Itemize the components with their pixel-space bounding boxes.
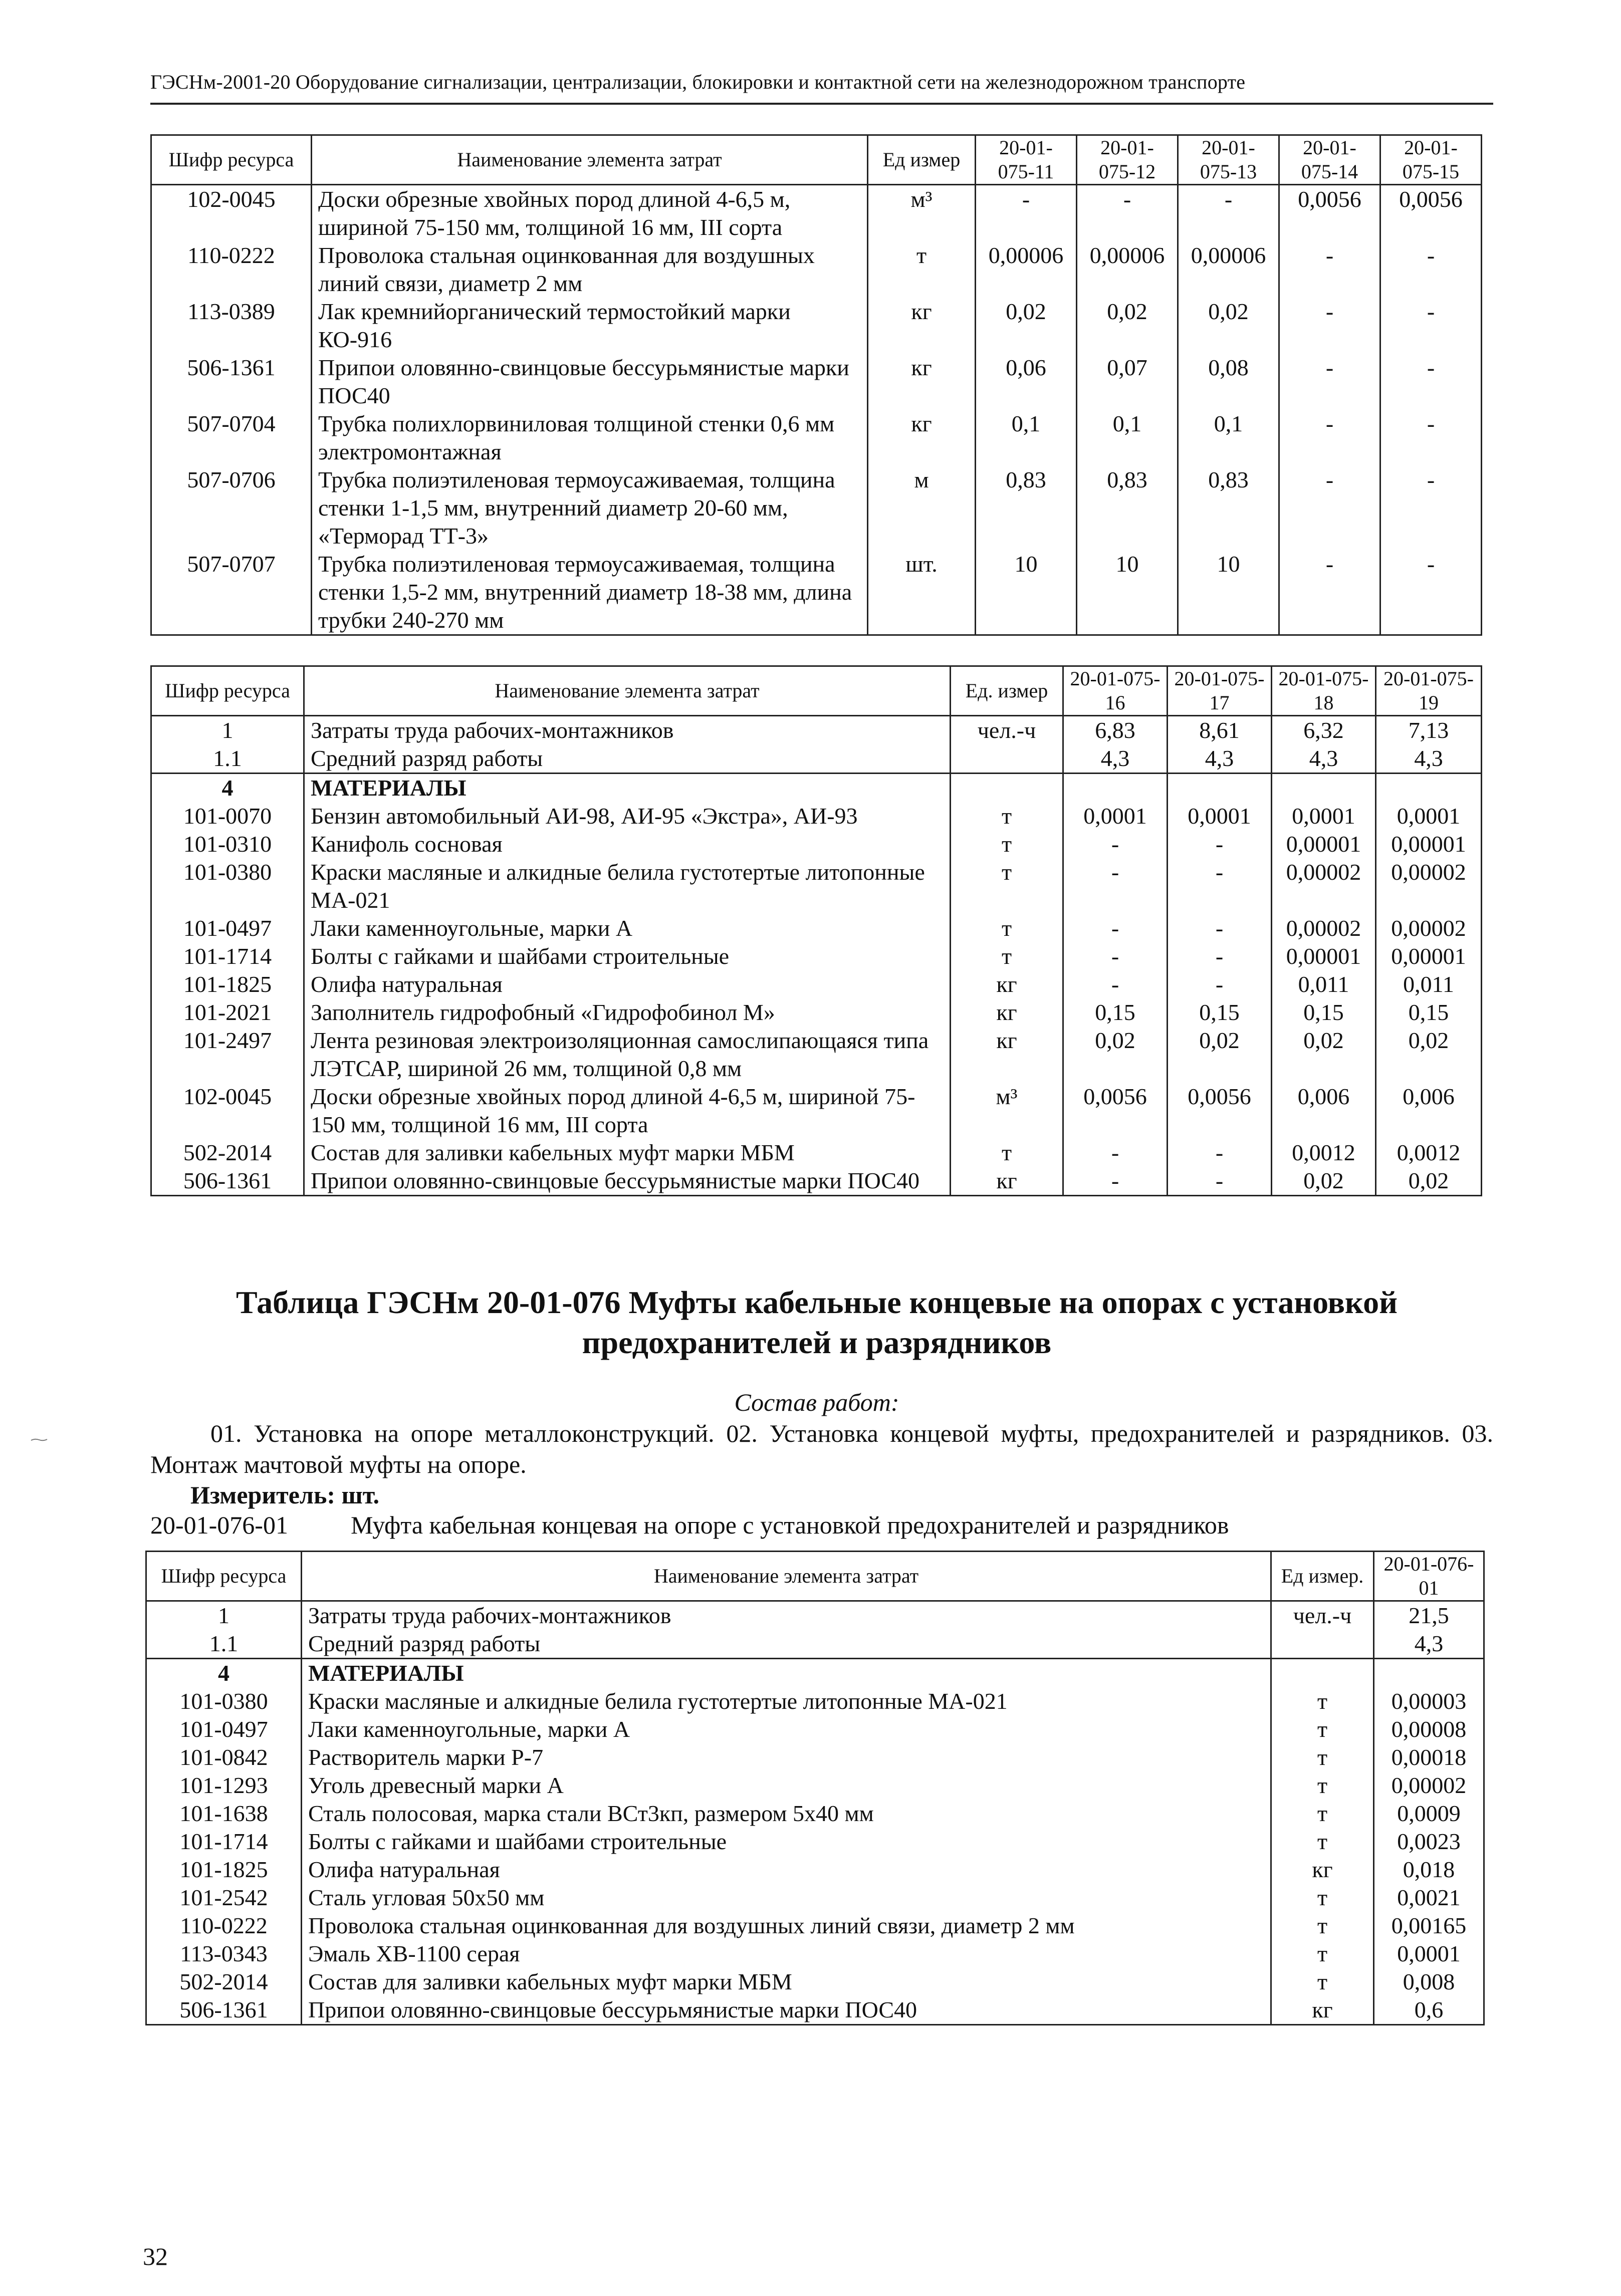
resource-name: МАТЕРИАЛЫ	[302, 1659, 1271, 1688]
table-row	[151, 914, 1482, 942]
resource-value: -	[1063, 1167, 1168, 1196]
resource-value: 0,011	[1376, 970, 1482, 998]
resource-value: 6,83	[1063, 716, 1168, 745]
resource-value: -	[1168, 830, 1272, 858]
resource-value: 0,0021	[1374, 1884, 1484, 1912]
resource-unit: кг	[951, 1167, 1063, 1196]
resource-name: Уголь древесный марки А	[302, 1771, 1271, 1800]
resource-value: 0,0056	[1063, 1083, 1168, 1139]
table-row	[146, 1659, 1484, 1688]
resource-value: 0,08	[1178, 354, 1279, 410]
resource-value: -	[1279, 466, 1380, 550]
resource-value: 4,3	[1063, 744, 1168, 774]
resource-value: 0,1	[1077, 410, 1178, 466]
resource-value: 0,00165	[1374, 1912, 1484, 1940]
resource-unit: чел.-ч	[1271, 1601, 1374, 1630]
resource-code: 506-1361	[151, 1167, 304, 1196]
resource-value: 0,15	[1376, 998, 1482, 1027]
resource-code: 113-0343	[146, 1940, 302, 1968]
resource-unit: кг	[1271, 1856, 1374, 1884]
resource-table-075-11-15	[150, 134, 1482, 636]
page-number: 32	[143, 2242, 168, 2270]
resource-unit: м³	[868, 185, 976, 242]
resource-name: Лаки каменноугольные, марки А	[304, 914, 951, 942]
header-rule	[150, 103, 1493, 105]
resource-value: -	[1380, 410, 1482, 466]
header-unit: Ед. измер	[951, 666, 1063, 716]
table-row	[151, 716, 1482, 745]
resource-code: 101-0497	[146, 1715, 302, 1743]
resource-value: 0,02	[976, 298, 1077, 354]
resource-value: -	[1077, 185, 1178, 242]
resource-code: 110-0222	[151, 241, 312, 298]
resource-name: Олифа натуральная	[302, 1856, 1271, 1884]
resource-value: 7,13	[1376, 716, 1482, 745]
resource-value: 0,00001	[1376, 830, 1482, 858]
resource-value: 0,6	[1374, 1996, 1484, 2025]
resource-value: -	[1063, 830, 1168, 858]
resource-value: 0,02	[1272, 1027, 1376, 1083]
resource-value: -	[1063, 914, 1168, 942]
resource-code: 101-1714	[146, 1828, 302, 1856]
resource-code: 1	[146, 1601, 302, 1630]
resource-unit: чел.-ч	[951, 716, 1063, 745]
pen-mark-scribble	[30, 1438, 48, 1442]
table-row	[146, 1715, 1484, 1743]
resource-value: 0,006	[1376, 1083, 1482, 1139]
resource-value: 0,00006	[1077, 241, 1178, 298]
resource-value: 0,0056	[1279, 185, 1380, 242]
table-row	[151, 354, 1482, 410]
resource-code: 102-0045	[151, 185, 312, 242]
resource-value: -	[1279, 354, 1380, 410]
resource-value: -	[1279, 241, 1380, 298]
resource-value: -	[1168, 970, 1272, 998]
resource-name: Проволока стальная оцинкованная для воздушных линий связи, диаметр 2 мм	[302, 1912, 1271, 1940]
resource-unit: т	[1271, 1884, 1374, 1912]
resource-value: 0,02	[1077, 298, 1178, 354]
resource-value: 0,0056	[1380, 185, 1482, 242]
table-row	[151, 298, 1482, 354]
table-row	[146, 1743, 1484, 1771]
resource-value: -	[1380, 354, 1482, 410]
resource-unit: т	[1271, 1940, 1374, 1968]
resource-value	[1374, 1659, 1484, 1688]
resource-value: 0,07	[1077, 354, 1178, 410]
header-norm-code: 20-01-075-16	[1063, 666, 1168, 716]
resource-name: Заполнитель гидрофобный «Гидрофобинол М»	[304, 998, 951, 1027]
resource-name: Бензин автомобильный АИ-98, АИ-95 «Экстра», АИ-93	[304, 802, 951, 830]
resource-name: Доски обрезные хвойных пород длиной 4-6,5 м, шириной 75-150 мм, толщиной 16 мм, III сорта	[304, 1083, 951, 1139]
resource-unit: т	[951, 1139, 1063, 1167]
resource-code: 506-1361	[146, 1996, 302, 2025]
resource-value: 0,15	[1272, 998, 1376, 1027]
resource-code: 102-0045	[151, 1083, 304, 1139]
resource-code: 101-0070	[151, 802, 304, 830]
resource-name: Припои оловянно-свинцовые бессурьмянистые марки ПОС40	[302, 1996, 1271, 2025]
resource-unit: кг	[868, 354, 976, 410]
resource-value	[1063, 774, 1168, 803]
resource-value: -	[1178, 185, 1279, 242]
resource-value: -	[1063, 1139, 1168, 1167]
resource-name: Трубка полихлорвиниловая толщиной стенки 0,6 мм электромонтажная	[312, 410, 868, 466]
header-norm-code: 20-01-075-12	[1077, 135, 1178, 185]
resource-unit: т	[1271, 1715, 1374, 1743]
resource-value: 0,00001	[1272, 942, 1376, 970]
table-row	[146, 1630, 1484, 1659]
resource-code: 507-0707	[151, 550, 312, 635]
resource-code: 110-0222	[146, 1912, 302, 1940]
resource-name: Состав для заливки кабельных муфт марки МБМ	[304, 1139, 951, 1167]
resource-code: 101-1638	[146, 1800, 302, 1828]
resource-unit: т	[951, 858, 1063, 914]
resource-code: 1.1	[146, 1630, 302, 1659]
resource-value: 0,0001	[1063, 802, 1168, 830]
resource-value: 0,00008	[1374, 1715, 1484, 1743]
resource-name: Лаки каменноугольные, марки А	[302, 1715, 1271, 1743]
resource-value: 0,00006	[1178, 241, 1279, 298]
resource-value: 0,83	[1077, 466, 1178, 550]
resource-value: 0,0012	[1376, 1139, 1482, 1167]
resource-unit: т	[1271, 1800, 1374, 1828]
resource-name: Припои оловянно-свинцовые бессурьмянистые марки ПОС40	[304, 1167, 951, 1196]
resource-value: 0,00001	[1376, 942, 1482, 970]
section-title: Таблица ГЭСНм 20-01-076 Муфты кабельные концевые на опорах с установкой предохранителей и разрядников	[236, 1285, 1398, 1360]
resource-name: Болты с гайками и шайбами строительные	[302, 1828, 1271, 1856]
resource-value: -	[1168, 858, 1272, 914]
table-row	[146, 1996, 1484, 2025]
resource-code: 101-0497	[151, 914, 304, 942]
table-row	[151, 410, 1482, 466]
resource-value: 0,02	[1178, 298, 1279, 354]
resource-value: 0,15	[1063, 998, 1168, 1027]
header-unit: Ед измер	[868, 135, 976, 185]
resource-value: -	[1168, 914, 1272, 942]
resource-value: 0,00001	[1272, 830, 1376, 858]
header-code: Шифр ресурса	[146, 1552, 302, 1601]
resource-value	[1272, 774, 1376, 803]
resource-unit: кг	[868, 298, 976, 354]
resource-code: 101-0380	[146, 1687, 302, 1715]
resource-code: 4	[146, 1659, 302, 1688]
resource-value: 0,83	[1178, 466, 1279, 550]
table-header-row	[146, 1552, 1484, 1601]
resource-unit: м	[868, 466, 976, 550]
resource-value: -	[1279, 410, 1380, 466]
resource-code: 101-0380	[151, 858, 304, 914]
resource-unit: т	[1271, 1912, 1374, 1940]
table-header-row	[151, 666, 1482, 716]
table-header-row	[151, 135, 1482, 185]
resource-code: 113-0389	[151, 298, 312, 354]
resource-value: 0,02	[1376, 1027, 1482, 1083]
resource-name: Состав для заливки кабельных муфт марки МБМ	[302, 1968, 1271, 1996]
resource-value	[1376, 774, 1482, 803]
resource-value: -	[976, 185, 1077, 242]
header-norm-code: 20-01-075-18	[1272, 666, 1376, 716]
table-row	[151, 774, 1482, 803]
resource-code: 101-0842	[146, 1743, 302, 1771]
resource-value: 0,00002	[1272, 914, 1376, 942]
composition-label: Состав работ:	[734, 1388, 899, 1416]
resource-name: Средний разряд работы	[302, 1630, 1271, 1659]
header-code: Шифр ресурса	[151, 666, 304, 716]
resource-value: -	[1168, 1167, 1272, 1196]
resource-name: Болты с гайками и шайбами строительные	[304, 942, 951, 970]
table-row	[151, 185, 1482, 242]
resource-code: 502-2014	[151, 1139, 304, 1167]
resource-value: 0,006	[1272, 1083, 1376, 1139]
resource-code: 101-2497	[151, 1027, 304, 1083]
resource-value: -	[1063, 942, 1168, 970]
header-norm-code: 20-01-076-01	[1374, 1552, 1484, 1601]
resource-value: 0,0001	[1168, 802, 1272, 830]
table-row	[151, 970, 1482, 998]
resource-table-075-16-19	[150, 665, 1482, 1196]
resource-unit: т	[1271, 1828, 1374, 1856]
table-row	[151, 998, 1482, 1027]
resource-unit: кг	[951, 998, 1063, 1027]
resource-name: Краски масляные и алкидные белила густотертые литопонные МА-021	[304, 858, 951, 914]
resource-unit: т	[1271, 1968, 1374, 1996]
resource-value: -	[1279, 298, 1380, 354]
resource-name: Проволока стальная оцинкованная для воздушных линий связи, диаметр 2 мм	[312, 241, 868, 298]
resource-unit: т	[951, 802, 1063, 830]
header-norm-code: 20-01-075-15	[1380, 135, 1482, 185]
resource-table-076-01	[145, 1551, 1485, 2025]
resource-value: 4,3	[1374, 1630, 1484, 1659]
resource-value: -	[1063, 970, 1168, 998]
table-row	[146, 1828, 1484, 1856]
header-name: Наименование элемента затрат	[304, 666, 951, 716]
resource-name: Припои оловянно-свинцовые бессурьмянистые марки ПОС40	[312, 354, 868, 410]
resource-code: 101-2542	[146, 1884, 302, 1912]
resource-code: 101-0310	[151, 830, 304, 858]
resource-code: 1	[151, 716, 304, 745]
resource-code: 101-1825	[146, 1856, 302, 1884]
resource-value	[1168, 774, 1272, 803]
resource-name: Лента резиновая электроизоляционная самослипающаяся типа ЛЭТСАР, шириной 26 мм, толщиной 0,8 мм	[304, 1027, 951, 1083]
resource-value: 10	[1178, 550, 1279, 635]
resource-value: 4,3	[1168, 744, 1272, 774]
table-row	[151, 1083, 1482, 1139]
norm-line	[150, 1510, 1493, 1540]
resource-code: 101-1293	[146, 1771, 302, 1800]
header-code: Шифр ресурса	[151, 135, 312, 185]
resource-value: 0,1	[976, 410, 1077, 466]
measure-unit: Измеритель: шт.	[190, 1481, 380, 1509]
resource-name: МАТЕРИАЛЫ	[304, 774, 951, 803]
table-row	[151, 942, 1482, 970]
resource-unit	[1271, 1659, 1374, 1688]
resource-unit: т	[1271, 1771, 1374, 1800]
resource-unit: кг	[868, 410, 976, 466]
table-row	[146, 1912, 1484, 1940]
resource-unit: т	[1271, 1687, 1374, 1715]
resource-value: 0,00002	[1272, 858, 1376, 914]
resource-value: 6,32	[1272, 716, 1376, 745]
resource-value: 8,61	[1168, 716, 1272, 745]
resource-value: -	[1380, 298, 1482, 354]
table-row	[151, 241, 1482, 298]
resource-value: 0,02	[1168, 1027, 1272, 1083]
resource-code: 101-1825	[151, 970, 304, 998]
resource-value: 0,0001	[1272, 802, 1376, 830]
resource-name: Сталь полосовая, марка стали ВСт3кп, размером 5х40 мм	[302, 1800, 1271, 1828]
table-row	[151, 830, 1482, 858]
resource-name: Доски обрезные хвойных пород длиной 4-6,5 м, шириной 75-150 мм, толщиной 16 мм, III сорта	[312, 185, 868, 242]
table-row	[146, 1800, 1484, 1828]
resource-value: 0,00002	[1376, 914, 1482, 942]
resource-value: 0,0001	[1376, 802, 1482, 830]
table-row	[151, 1139, 1482, 1167]
norm-name: Муфта кабельная концевая на опоре с установкой предохранителей и разрядников	[351, 1511, 1229, 1539]
resource-code: 507-0704	[151, 410, 312, 466]
resource-value: 0,00003	[1374, 1687, 1484, 1715]
resource-value: 0,00002	[1374, 1771, 1484, 1800]
table-row	[146, 1856, 1484, 1884]
resource-value: 0,0056	[1168, 1083, 1272, 1139]
resource-name: Трубка полиэтиленовая термоусаживаемая, толщина стенки 1,5-2 мм, внутренний диаметр 18-38 мм, длина трубки 240-270 мм	[312, 550, 868, 635]
resource-name: Олифа натуральная	[304, 970, 951, 998]
resource-value: 0,00002	[1376, 858, 1482, 914]
table-row	[146, 1601, 1484, 1630]
norm-code: 20-01-076-01	[150, 1511, 288, 1539]
composition-text: 01. Установка на опоре металлоконструкций. 02. Установка концевой муфты, предохранителей и разрядников. 03. Монтаж мачтовой муфты на опоре.	[150, 1419, 1493, 1478]
resource-name: Лак кремнийорганический термостойкий марки КО-916	[312, 298, 868, 354]
resource-unit: т	[1271, 1743, 1374, 1771]
resource-name: Растворитель марки Р-7	[302, 1743, 1271, 1771]
resource-value: 10	[976, 550, 1077, 635]
table-row	[146, 1884, 1484, 1912]
resource-unit: шт.	[868, 550, 976, 635]
resource-value: 0,018	[1374, 1856, 1484, 1884]
resource-code: 101-1714	[151, 942, 304, 970]
resource-value: 0,011	[1272, 970, 1376, 998]
header-norm-code: 20-01-075-17	[1168, 666, 1272, 716]
resource-unit: т	[951, 942, 1063, 970]
table-row	[151, 1167, 1482, 1196]
resource-unit	[1271, 1630, 1374, 1659]
header-norm-code: 20-01-075-19	[1376, 666, 1482, 716]
resource-unit	[951, 774, 1063, 803]
resource-code: 4	[151, 774, 304, 803]
resource-name: Средний разряд работы	[304, 744, 951, 774]
resource-name: Затраты труда рабочих-монтажников	[302, 1601, 1271, 1630]
resource-value: 0,06	[976, 354, 1077, 410]
resource-name: Затраты труда рабочих-монтажников	[304, 716, 951, 745]
table-row	[151, 858, 1482, 914]
resource-value: 21,5	[1374, 1601, 1484, 1630]
resource-value: 4,3	[1272, 744, 1376, 774]
header-norm-code: 20-01-075-11	[976, 135, 1077, 185]
resource-code: 1.1	[151, 744, 304, 774]
header-unit: Ед измер.	[1271, 1552, 1374, 1601]
table-row	[151, 802, 1482, 830]
resource-value: 0,02	[1272, 1167, 1376, 1196]
resource-value: -	[1380, 550, 1482, 635]
resource-value: 0,00018	[1374, 1743, 1484, 1771]
resource-value: 0,1	[1178, 410, 1279, 466]
resource-value: 4,3	[1376, 744, 1482, 774]
resource-value: 0,0012	[1272, 1139, 1376, 1167]
header-norm-code: 20-01-075-14	[1279, 135, 1380, 185]
resource-value: 0,008	[1374, 1968, 1484, 1996]
resource-unit	[951, 744, 1063, 774]
resource-value: -	[1168, 1139, 1272, 1167]
resource-unit: кг	[951, 970, 1063, 998]
resource-unit: т	[868, 241, 976, 298]
resource-name: Канифоль сосновая	[304, 830, 951, 858]
resource-name: Эмаль ХВ-1100 серая	[302, 1940, 1271, 1968]
resource-value: 0,02	[1376, 1167, 1482, 1196]
header-name: Наименование элемента затрат	[312, 135, 868, 185]
resource-value: 0,15	[1168, 998, 1272, 1027]
resource-value: -	[1279, 550, 1380, 635]
resource-value: 0,00006	[976, 241, 1077, 298]
resource-value: -	[1380, 466, 1482, 550]
resource-unit: кг	[951, 1027, 1063, 1083]
resource-value: 0,0001	[1374, 1940, 1484, 1968]
table-row	[151, 1027, 1482, 1083]
table-row	[151, 744, 1482, 774]
resource-value: 0,02	[1063, 1027, 1168, 1083]
resource-unit: кг	[1271, 1996, 1374, 2025]
table-row	[146, 1771, 1484, 1800]
table-row	[146, 1940, 1484, 1968]
resource-code: 502-2014	[146, 1968, 302, 1996]
resource-name: Трубка полиэтиленовая термоусаживаемая, толщина стенки 1-1,5 мм, внутренний диаметр 20-60 мм, «Терморад ТТ-3»	[312, 466, 868, 550]
resource-name: Сталь угловая 50х50 мм	[302, 1884, 1271, 1912]
resource-value: 10	[1077, 550, 1178, 635]
resource-value: -	[1168, 942, 1272, 970]
resource-name: Краски масляные и алкидные белила густотертые литопонные МА-021	[302, 1687, 1271, 1715]
table-row	[151, 466, 1482, 550]
resource-code: 507-0706	[151, 466, 312, 550]
resource-value: 0,0009	[1374, 1800, 1484, 1828]
header-name: Наименование элемента затрат	[302, 1552, 1271, 1601]
resource-code: 101-2021	[151, 998, 304, 1027]
resource-value: -	[1380, 241, 1482, 298]
resource-unit: т	[951, 914, 1063, 942]
resource-value: 0,0023	[1374, 1828, 1484, 1856]
resource-unit: м³	[951, 1083, 1063, 1139]
resource-value: -	[1063, 858, 1168, 914]
table-row	[146, 1968, 1484, 1996]
resource-value: 0,83	[976, 466, 1077, 550]
table-row	[151, 550, 1482, 635]
running-header: ГЭСНм-2001-20 Оборудование сигнализации, централизации, блокировки и контактной сети на железнодорожном транспорте	[150, 71, 1246, 93]
resource-code: 506-1361	[151, 354, 312, 410]
header-norm-code: 20-01-075-13	[1178, 135, 1279, 185]
resource-unit: т	[951, 830, 1063, 858]
table-row	[146, 1687, 1484, 1715]
